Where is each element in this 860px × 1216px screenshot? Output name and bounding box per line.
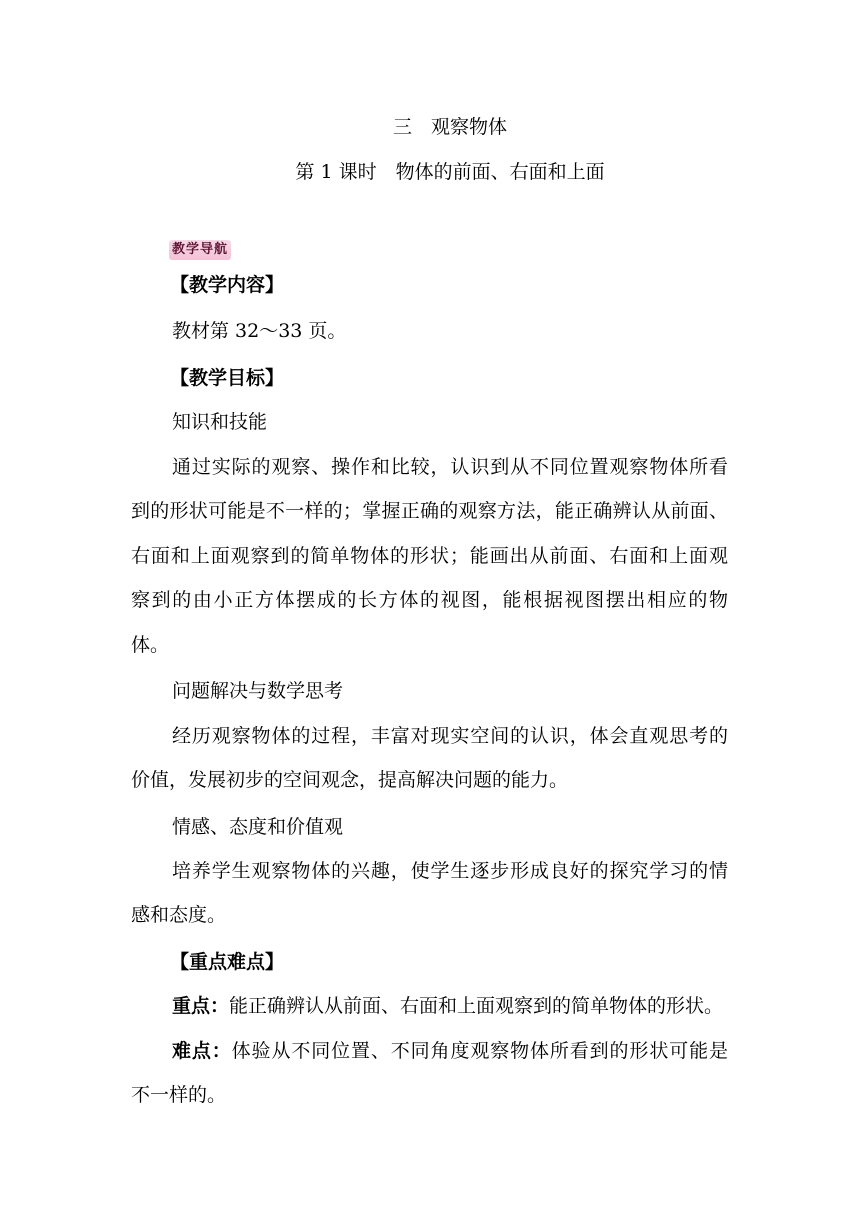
difficult-point-text-line-1: 体验从不同位置、不同角度观察物体所看到的形状可能是 (231, 1040, 728, 1062)
knowledge-line-4: 察到的由小正方体摆成的长方体的视图，能根据视图摆出相应的物 (131, 589, 728, 611)
emotion-line-1: 培养学生观察物体的兴趣，使学生逐步形成良好的探究学习的情 (172, 860, 728, 882)
knowledge-line-5: 体。 (131, 634, 170, 656)
key-point-text: 能正确辨认从前面、右面和上面观察到的简单物体的形状。 (229, 995, 724, 1017)
difficult-point-text-line-2: 不一样的。 (131, 1084, 227, 1106)
keypoints-heading: 【重点难点】 (170, 951, 285, 973)
emotion-line-2: 感和态度。 (131, 904, 227, 926)
difficult-point (172, 1037, 728, 1065)
problem-line-2: 价值，发展初步的空间观念，提高解决问题的能力。 (131, 769, 569, 791)
key-point (172, 992, 723, 1020)
emotion-heading: 情感、态度和价值观 (172, 816, 344, 838)
knowledge-line-2: 到的形状可能是不一样的；掌握正确的观察方法，能正确辨认从前面、 (131, 500, 728, 522)
knowledge-heading: 知识和技能 (172, 411, 268, 433)
goals-heading: 【教学目标】 (170, 367, 285, 389)
content-heading: 【教学内容】 (170, 274, 285, 296)
problem-line-1: 经历观察物体的过程，丰富对现实空间的认识，体会直观思考的 (172, 725, 728, 747)
key-point-label: 重点： (172, 995, 230, 1017)
content-text: 教材第 32～33 页。 (172, 320, 347, 342)
problem-heading: 问题解决与数学思考 (172, 680, 344, 702)
chapter-title: 三 观察物体 (392, 116, 507, 138)
difficult-point-label: 难点： (172, 1040, 232, 1062)
teaching-nav-badge: 教学导航 (169, 240, 231, 260)
knowledge-line-3: 右面和上面观察到的简单物体的形状；能画出从前面、右面和上面观 (131, 545, 728, 567)
knowledge-line-1: 通过实际的观察、操作和比较，认识到从不同位置观察物体所看 (172, 456, 728, 478)
lesson-title: 第 1 课时 物体的前面、右面和上面 (295, 161, 605, 183)
